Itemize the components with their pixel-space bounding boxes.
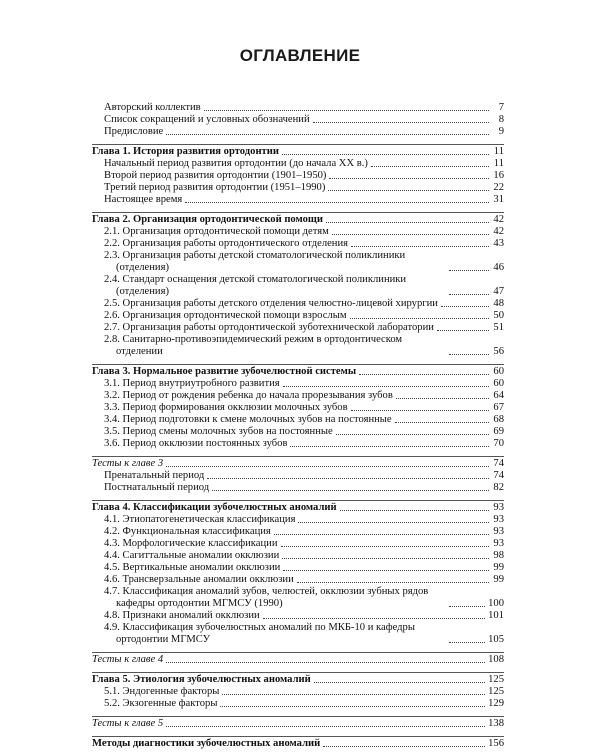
- toc-page-number: 101: [488, 610, 504, 621]
- toc-entry[interactable]: [92, 426, 504, 438]
- dot-leader: [449, 606, 485, 607]
- dot-leader: [283, 386, 489, 387]
- toc-chapter-entry[interactable]: [92, 674, 504, 686]
- toc-entry-title: 4.5. Вертикальные аномалии окклюзии: [104, 562, 281, 573]
- toc-entry[interactable]: [92, 686, 504, 698]
- dot-leader: [313, 122, 489, 123]
- toc-entry-title: 2.2. Организация работы ортодонтического отделения: [104, 238, 349, 249]
- dot-leader: [350, 318, 489, 319]
- dot-leader: [166, 726, 485, 727]
- toc-page-number: 11: [493, 158, 504, 169]
- toc-page-number: 108: [488, 654, 504, 665]
- toc-entry[interactable]: [92, 238, 504, 250]
- toc-page-number: 105: [488, 634, 504, 645]
- toc-entry[interactable]: [92, 574, 504, 586]
- toc-entry[interactable]: [92, 562, 504, 574]
- toc-section: [92, 146, 504, 206]
- toc-entry-title: Список сокращений и условных обозначений: [104, 114, 310, 125]
- toc-page-number: 67: [493, 402, 504, 413]
- toc-entry[interactable]: [92, 194, 504, 206]
- toc-entry[interactable]: [92, 470, 504, 482]
- toc-entry[interactable]: [92, 170, 504, 182]
- toc-test-entry[interactable]: [92, 458, 504, 470]
- toc-page-number: 46: [493, 262, 504, 273]
- toc-entry[interactable]: [92, 622, 504, 646]
- table-of-contents: [92, 102, 504, 756]
- toc-entry-title: 2.6. Организация ортодонтической помощи взрослым: [104, 310, 347, 321]
- page-title: ОГЛАВЛЕНИЕ: [239, 46, 361, 65]
- toc-entry[interactable]: [92, 226, 504, 238]
- toc-page-number: 99: [493, 562, 504, 573]
- toc-entry[interactable]: [92, 538, 504, 550]
- toc-entry-title: Глава 2. Организация ортодонтической помощи: [92, 214, 323, 225]
- toc-entry-title: 3.4. Период подготовки к смене молочных зубов на постоянные: [104, 414, 392, 425]
- toc-entry-title: 2.7. Организация работы ортодонтической зуботехнической лаборатории: [104, 322, 434, 333]
- dot-leader: [297, 582, 489, 583]
- dot-leader: [332, 234, 489, 235]
- dot-leader: [449, 270, 489, 271]
- toc-page-number: 42: [493, 226, 504, 237]
- toc-section: [92, 674, 504, 710]
- section-divider: [92, 500, 504, 501]
- dot-leader: [437, 330, 489, 331]
- toc-entry[interactable]: [92, 610, 504, 622]
- dot-leader: [449, 642, 485, 643]
- toc-entry-title: Постнатальный период: [104, 482, 210, 493]
- toc-entry[interactable]: [92, 514, 504, 526]
- toc-entry[interactable]: [92, 298, 504, 310]
- toc-entry-title: 5.1. Эндогенные факторы: [104, 686, 220, 697]
- toc-page-number: 82: [493, 482, 504, 493]
- toc-page-number: 93: [493, 526, 504, 537]
- toc-entry-title: 2.8. Санитарно-противоэпидемический режим в ортодонтическом отделении: [104, 334, 403, 357]
- toc-page-number: 70: [493, 438, 504, 449]
- toc-entry-title: 3.2. Период от рождения ребенка до начала прорезывания зубов: [104, 390, 393, 401]
- section-divider: [92, 672, 504, 673]
- toc-entry-title: 2.1. Организация ортодонтической помощи детям: [104, 226, 329, 237]
- toc-page-number: 74: [493, 470, 504, 481]
- toc-page-number: 69: [493, 426, 504, 437]
- toc-entry-title: 2.5. Организация работы детского отделения челюстно-лицевой хирургии: [104, 298, 438, 309]
- toc-entry[interactable]: [92, 310, 504, 322]
- dot-leader: [328, 190, 489, 191]
- toc-chapter-entry[interactable]: [92, 366, 504, 378]
- toc-entry[interactable]: [92, 182, 504, 194]
- toc-entry[interactable]: [92, 698, 504, 710]
- toc-entry-title: 3.3. Период формирования окклюзии молочных зубов: [104, 402, 348, 413]
- toc-entry[interactable]: [92, 390, 504, 402]
- toc-section: [92, 718, 504, 730]
- toc-page-number: 64: [493, 390, 504, 401]
- toc-page-number: 31: [493, 194, 504, 205]
- toc-page-number: 7: [498, 102, 504, 113]
- toc-page-number: 16: [493, 170, 504, 181]
- dot-leader: [326, 222, 489, 223]
- toc-page-number: 100: [488, 598, 504, 609]
- toc-entry[interactable]: [92, 482, 504, 494]
- toc-page-number: 47: [493, 286, 504, 297]
- toc-entry-title: 4.1. Этиопатогенетическая классификация: [104, 514, 296, 525]
- toc-section: [92, 458, 504, 494]
- toc-entry[interactable]: [92, 250, 504, 274]
- toc-entry-title: Третий период развития ортодонтии (1951–1990): [104, 182, 326, 193]
- toc-entry-title: 3.6. Период окклюзии постоянных зубов: [104, 438, 288, 449]
- toc-entry-title: Настоящее время: [104, 194, 183, 205]
- toc-entry-title: Методы диагностики зубочелюстных аномалий: [92, 738, 321, 749]
- toc-entry-title: Тесты к главе 3: [92, 458, 164, 469]
- dot-leader: [449, 354, 489, 355]
- toc-entry-title: Глава 5. Этиология зубочелюстных аномалий: [92, 674, 311, 685]
- toc-entry-title: Глава 1. История развития ортодонтии: [92, 146, 279, 157]
- dot-leader: [340, 510, 489, 511]
- dot-leader: [185, 202, 489, 203]
- dot-leader: [396, 398, 489, 399]
- toc-entry[interactable]: [92, 158, 504, 170]
- toc-section: [92, 102, 504, 138]
- toc-test-entry[interactable]: [92, 654, 504, 666]
- dot-leader: [395, 422, 489, 423]
- dot-leader: [281, 546, 489, 547]
- toc-entry[interactable]: [92, 378, 504, 390]
- toc-entry-title: Пренатальный период: [104, 470, 205, 481]
- toc-entry[interactable]: [92, 414, 504, 426]
- dot-leader: [359, 374, 489, 375]
- dot-leader: [329, 178, 489, 179]
- toc-page-number: 99: [493, 574, 504, 585]
- section-divider: [92, 716, 504, 717]
- dot-leader: [449, 294, 489, 295]
- dot-leader: [274, 534, 489, 535]
- dot-leader: [220, 706, 485, 707]
- toc-entry[interactable]: [92, 526, 504, 538]
- toc-section: [92, 366, 504, 450]
- toc-entry-title: Второй период развития ортодонтии (1901–1950): [104, 170, 327, 181]
- toc-entry-title: 4.8. Признаки аномалий окклюзии: [104, 610, 260, 621]
- toc-entry-title: 4.3. Морфологические классификации: [104, 538, 278, 549]
- toc-entry-title: 2.3. Организация работы детской стоматологической поликлиники (отделения): [104, 250, 406, 273]
- toc-page-number: 9: [498, 126, 504, 137]
- dot-leader: [166, 662, 485, 663]
- toc-section: [92, 738, 504, 750]
- dot-leader: [166, 466, 489, 467]
- toc-page-number: 60: [493, 378, 504, 389]
- dot-leader: [351, 410, 489, 411]
- toc-entry[interactable]: [92, 586, 504, 610]
- toc-entry-title: Авторский коллектив: [104, 102, 201, 113]
- dot-leader: [441, 306, 489, 307]
- dot-leader: [314, 682, 485, 683]
- toc-entry-title: 3.1. Период внутриутробного развития: [104, 378, 280, 389]
- dot-leader: [323, 746, 485, 747]
- toc-entry[interactable]: [92, 334, 504, 358]
- toc-page-number: 11: [493, 146, 504, 157]
- dot-leader: [290, 446, 489, 447]
- toc-entry-title: Тесты к главе 5: [92, 718, 164, 729]
- toc-page-number: 51: [493, 322, 504, 333]
- dot-leader: [204, 110, 489, 111]
- dot-leader: [166, 134, 489, 135]
- toc-page-number: 22: [493, 182, 504, 193]
- dot-leader: [263, 618, 485, 619]
- toc-entry-title: 4.6. Трансверзальные аномалии окклюзии: [104, 574, 294, 585]
- toc-page-number: 60: [493, 366, 504, 377]
- toc-page-number: 125: [488, 674, 504, 685]
- toc-page-number: 8: [498, 114, 504, 125]
- dot-leader: [212, 490, 489, 491]
- toc-chapter-entry[interactable]: [92, 214, 504, 226]
- toc-entry[interactable]: [92, 438, 504, 450]
- toc-page-number: 93: [493, 538, 504, 549]
- toc-page-number: 42: [493, 214, 504, 225]
- toc-entry-title: Предисловие: [104, 126, 164, 137]
- toc-test-entry[interactable]: [92, 718, 504, 730]
- dot-leader: [222, 694, 485, 695]
- toc-page-number: 48: [493, 298, 504, 309]
- toc-page-number: 125: [488, 686, 504, 697]
- toc-chapter-entry[interactable]: [92, 738, 504, 750]
- toc-page-number: 129: [488, 698, 504, 709]
- toc-entry[interactable]: [92, 126, 504, 138]
- toc-page-number: 93: [493, 502, 504, 513]
- toc-entry[interactable]: [92, 322, 504, 334]
- toc-entry[interactable]: [92, 274, 504, 298]
- section-divider: [92, 364, 504, 365]
- dot-leader: [282, 154, 489, 155]
- toc-page-number: 56: [493, 346, 504, 357]
- toc-entry-title: 4.4. Сагиттальные аномалии окклюзии: [104, 550, 280, 561]
- dot-leader: [283, 570, 489, 571]
- toc-page-number: 156: [488, 738, 504, 749]
- toc-entry-title: Глава 3. Нормальное развитие зубочелюстной системы: [92, 366, 357, 377]
- toc-entry-title: 3.5. Период смены молочных зубов на постоянные: [104, 426, 333, 437]
- toc-entry-title: 4.7. Классификация аномалий зубов, челюстей, окклюзии зубных рядов кафедры ортодонтии МГМСУ (1990): [104, 586, 429, 609]
- toc-entry[interactable]: [92, 402, 504, 414]
- toc-page-number: 68: [493, 414, 504, 425]
- section-divider: [92, 144, 504, 145]
- toc-page-number: 93: [493, 514, 504, 525]
- dot-leader: [298, 522, 489, 523]
- toc-page-number: 43: [493, 238, 504, 249]
- section-divider: [92, 652, 504, 653]
- toc-chapter-entry[interactable]: [92, 502, 504, 514]
- toc-entry[interactable]: [92, 114, 504, 126]
- toc-entry[interactable]: [92, 550, 504, 562]
- toc-entry-title: Начальный период развития ортодонтии (до начала XX в.): [104, 158, 368, 169]
- section-divider: [92, 456, 504, 457]
- toc-entry-title: 4.9. Классификация зубочелюстных аномалий по МКБ-10 и кафедры ортодонтии МГМСУ: [104, 622, 415, 645]
- section-divider: [92, 212, 504, 213]
- toc-entry-title: 5.2. Экзогенные факторы: [104, 698, 218, 709]
- toc-page-number: 98: [493, 550, 504, 561]
- toc-entry-title: Тесты к главе 4: [92, 654, 164, 665]
- toc-section: [92, 654, 504, 666]
- section-divider: [92, 736, 504, 737]
- toc-entry-title: Глава 4. Классификации зубочелюстных аномалий: [92, 502, 337, 513]
- toc-page-number: 50: [493, 310, 504, 321]
- toc-page-number: 138: [488, 718, 504, 729]
- toc-section: [92, 502, 504, 646]
- toc-entry-title: 4.2. Функциональная классификация: [104, 526, 271, 537]
- dot-leader: [336, 434, 489, 435]
- dot-leader: [351, 246, 489, 247]
- toc-section: [92, 214, 504, 358]
- dot-leader: [282, 558, 489, 559]
- dot-leader: [371, 166, 489, 167]
- dot-leader: [207, 478, 489, 479]
- toc-page-number: 74: [493, 458, 504, 469]
- toc-entry-title: 2.4. Стандарт оснащения детской стоматологической поликлиники (отделения): [104, 274, 407, 297]
- toc-entry[interactable]: [92, 102, 504, 114]
- toc-chapter-entry[interactable]: [92, 146, 504, 158]
